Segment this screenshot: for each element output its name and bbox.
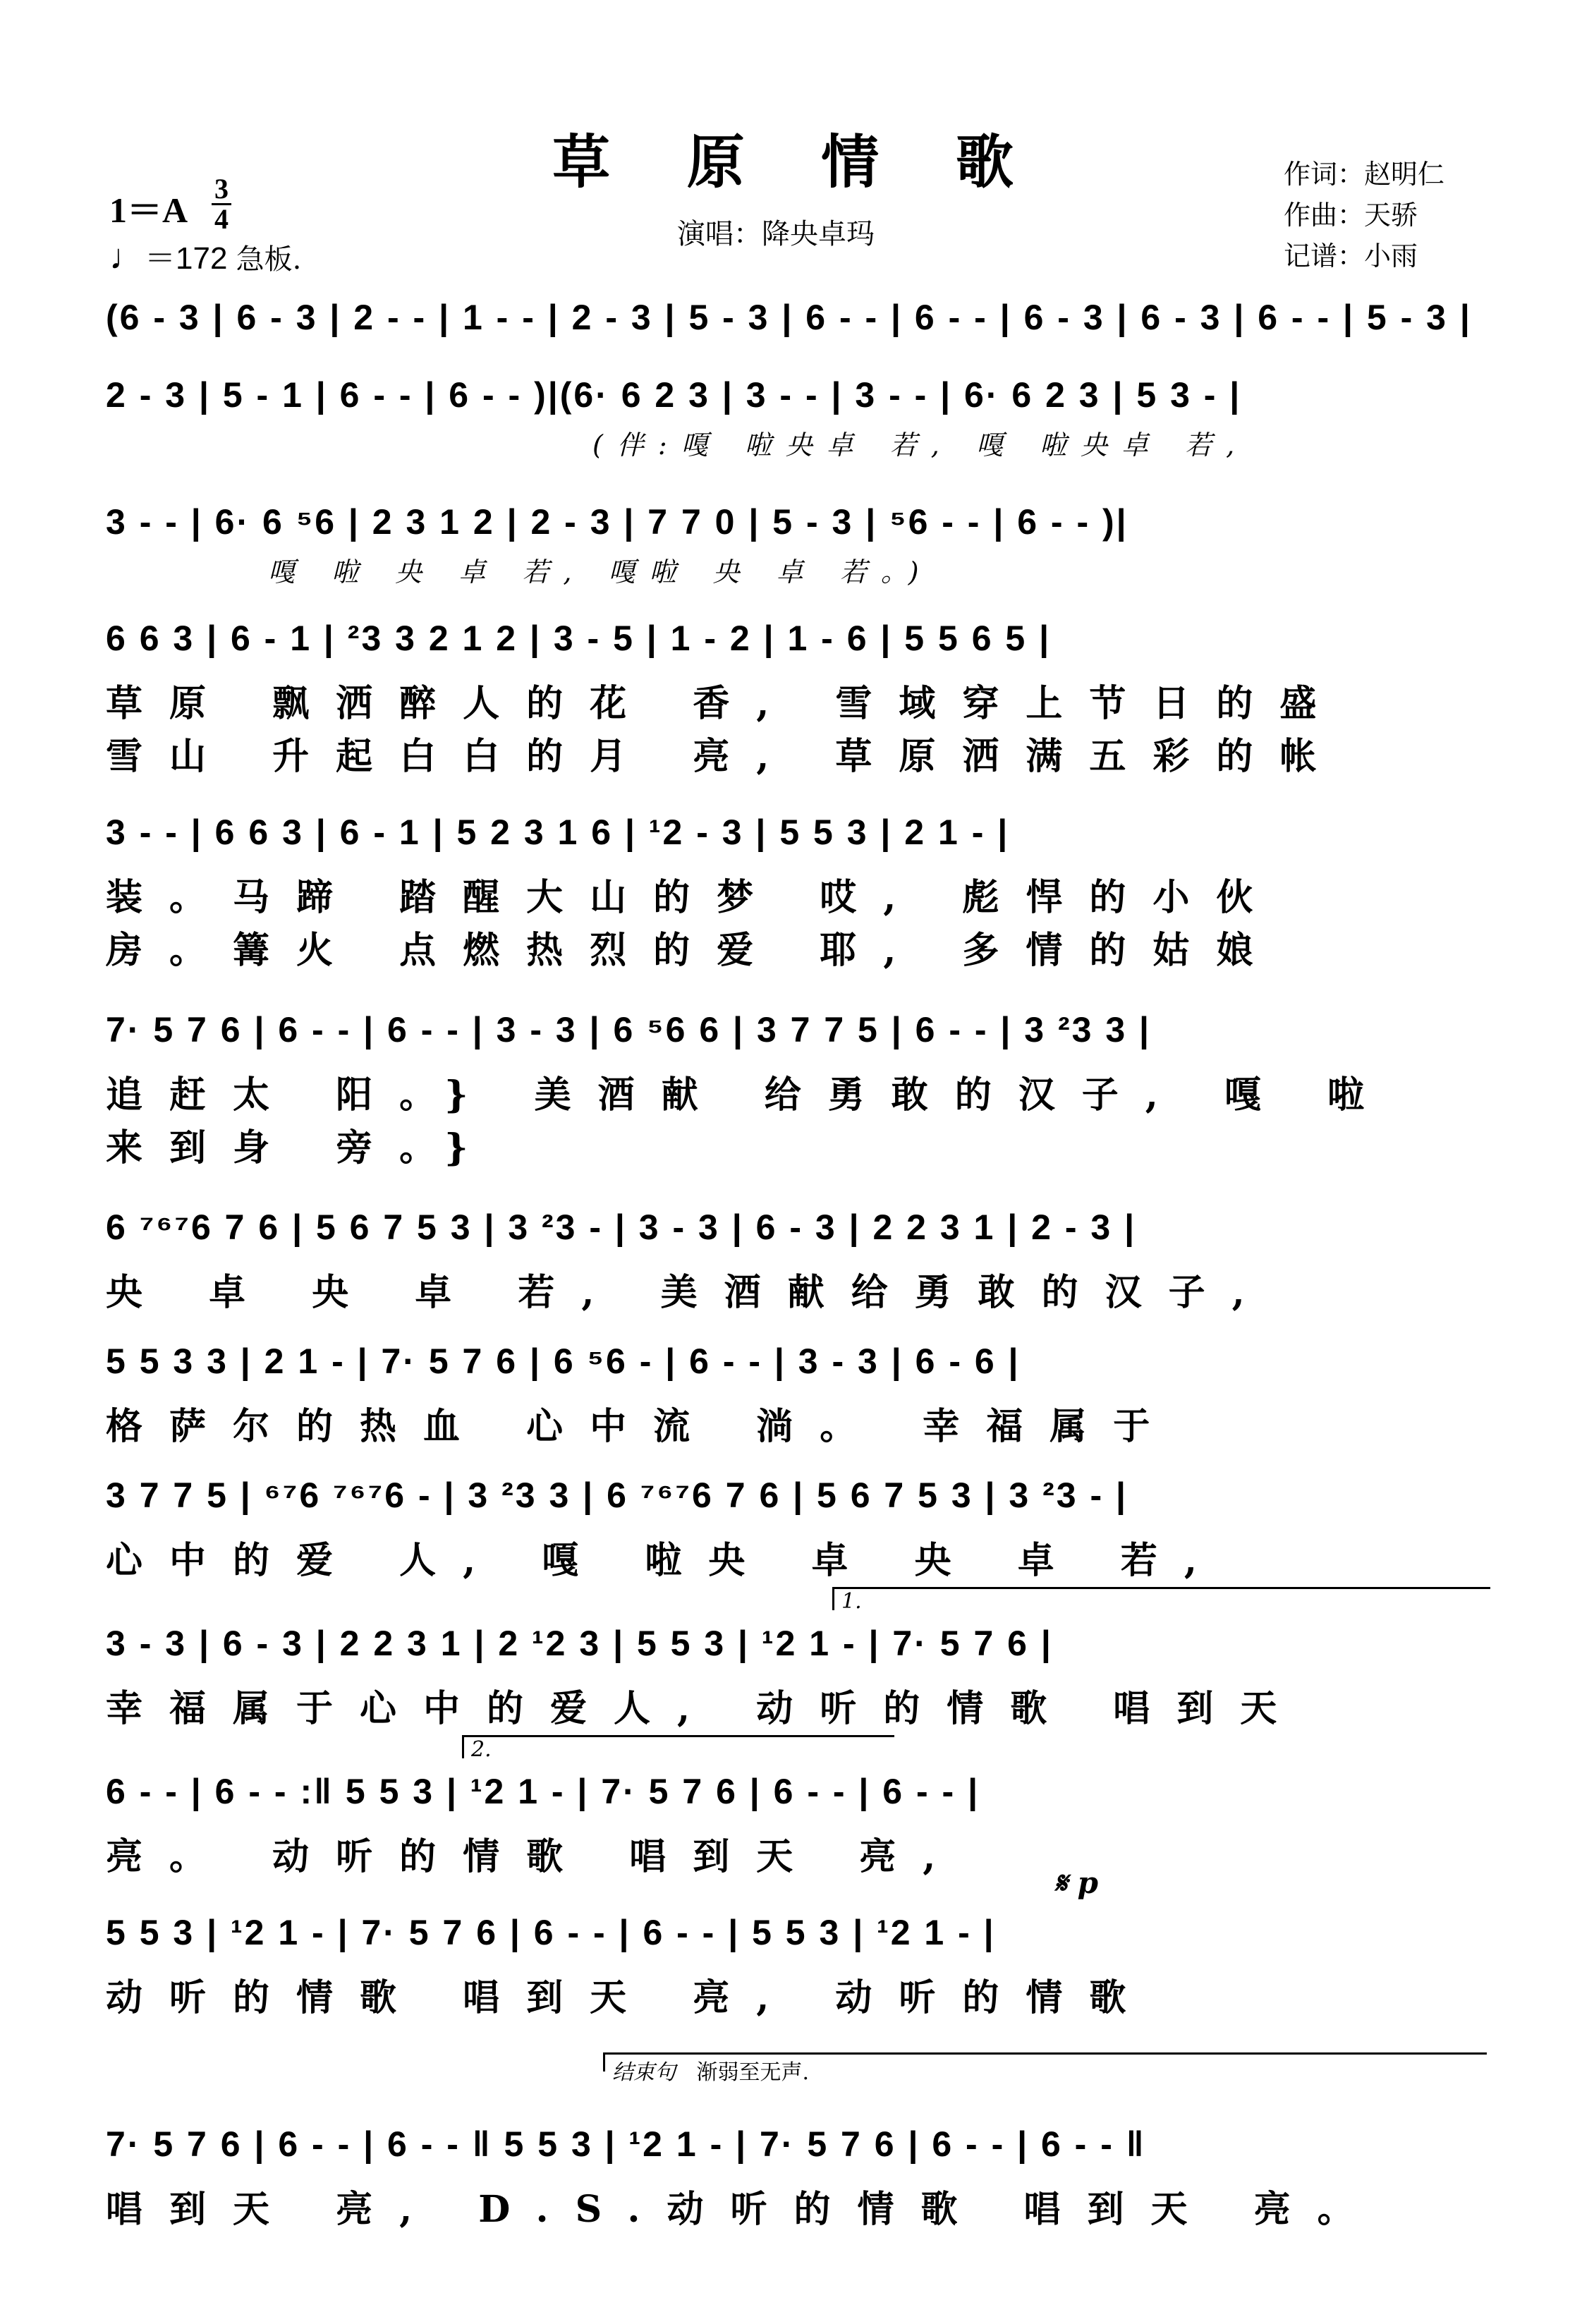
lyric-line: 唱到天 亮, D.S.动听的情歌 唱到天 亮。: [106, 2188, 1381, 2231]
tempo-value: ＝172: [145, 241, 228, 276]
second-ending-bracket: 2.: [462, 1735, 894, 1758]
notation-line: 7· 5 7 6 | 6 - - | 6 - - | 3 - 3 | 6 ⁵6 6 | 3 7 7 5 | 6 - - | 3 ²3 3 |: [106, 1010, 1152, 1050]
coda-bracket: [603, 2052, 1487, 2085]
notation-line: 3 - - | 6 6 3 | 6 - 1 | 5 2 3 1 6 | ¹2 - 3 | 5 5 3 | 2 1 - |: [106, 813, 1010, 852]
segno-dynamic-mark: 𝄋 p: [1054, 1866, 1099, 1900]
lyric-line: 动听的情歌 唱到天 亮, 动听的情歌: [106, 1976, 1153, 2019]
song-title: 草 原 情 歌: [552, 128, 1042, 196]
notation-line: 3 7 7 5 | ⁶⁷6 ⁷⁶⁷6 - | 3 ²3 3 | 6 ⁷⁶⁷6 7 6 | 5 6 7 5 3 | 3 ²3 - |: [106, 1476, 1128, 1515]
coda-label: 结束句: [612, 2060, 676, 2085]
lyric-line: 嘎 啦 央 卓 若, 嘎啦 央 卓 若。): [268, 556, 933, 588]
notation-line: 5 5 3 3 | 2 1 - | 7· 5 7 6 | 6 ⁵6 - | 6 - - | 3 - 3 | 6 - 6 |: [106, 1342, 1021, 1381]
first-ending-bracket: 1.: [832, 1587, 1490, 1610]
quarter-note-icon: ♩: [109, 237, 145, 276]
composer-credit: 作曲：天骄: [1284, 200, 1418, 231]
lyricist-credit: 作词：赵明仁: [1284, 159, 1445, 190]
notation-line: 6 - - | 6 - - :‖ 5 5 3 | ¹2 1 - | 7· 5 7 6 | 6 - - | 6 - - |: [106, 1772, 980, 1811]
notation-line: 3 - - | 6· 6 ⁵6 | 2 3 1 2 | 2 - 3 | 7 7 0 | 5 - 3 | ⁵6 - - | 6 - - )|: [106, 502, 1128, 542]
notation-line: 6 6 3 | 6 - 1 | ²3 3 2 1 2 | 3 - 5 | 1 - 2 | 1 - 6 | 5 5 6 5 |: [106, 619, 1052, 658]
lyric-verse-1: 草原 飘洒醉人的花 香, 雪域穿上节日的盛: [106, 682, 1344, 725]
key-signature: 1＝A: [109, 190, 188, 230]
lyric-line: 格萨尔的热血 心中流 淌。 幸福属于: [106, 1405, 1177, 1448]
notation-line: 3 - 3 | 6 - 3 | 2 2 3 1 | 2 ¹2 3 | 5 5 3 | ¹2 1 - | 7· 5 7 6 |: [106, 1624, 1053, 1663]
lyric-verse-1: 追赶太 阳。} 美酒献 给勇敢的汉子, 嘎 啦: [106, 1073, 1392, 1117]
lyric-line: 幸福属于心中的爱人, 动听的情歌 唱到天: [106, 1687, 1304, 1730]
lyric-line: 央 卓 央 卓 若, 美酒献给勇敢的汉子,: [106, 1271, 1272, 1314]
lyric-line: 亮。 动听的情歌 唱到天 亮,: [106, 1835, 963, 1878]
coda-instruction: 渐弱至无声.: [696, 2060, 810, 2085]
lyric-verse-2: 来到身 旁。}: [106, 1126, 495, 1169]
tempo-word: 急板.: [236, 243, 302, 276]
lyric-line: (伴:嘎 啦央卓 若, 嘎 啦央卓 若,: [592, 430, 1249, 461]
time-signature: [212, 175, 231, 233]
lyric-verse-2: 雪山 升起白白的月 亮, 草原洒满五彩的帐: [106, 735, 1344, 778]
meter-denominator: 4: [214, 203, 229, 235]
notation-line: 7· 5 7 6 | 6 - - | 6 - - ‖ 5 5 3 | ¹2 1 - | 7· 5 7 6 | 6 - - | 6 - - ‖: [106, 2124, 1146, 2164]
meter-numerator: 3: [212, 175, 231, 205]
notation-line: 6 ⁷⁶⁷6 7 6 | 5 6 7 5 3 | 3 ²3 - | 3 - 3 | 6 - 3 | 2 2 3 1 | 2 - 3 |: [106, 1207, 1137, 1247]
credits-block: [1284, 154, 1444, 276]
performer-credit: 演唱：降央卓玛: [677, 218, 875, 250]
notation-line: (6 - 3 | 6 - 3 | 2 - - | 1 - - | 2 - 3 | 5 - 3 | 6 - - | 6 - - | 6 - 3 | 6 - 3 | 6 - - | 5 - 3 |: [106, 298, 1472, 337]
notation-line: 2 - 3 | 5 - 1 | 6 - - | 6 - - )|(6· 6 2 3 | 3 - - | 3 - - | 6· 6 2 3 | 5 3 - |: [106, 375, 1242, 415]
lyric-verse-1: 装。马蹄 踏醒大山的梦 哎, 彪悍的小伙: [106, 876, 1280, 919]
lyric-verse-2: 房。篝火 点燃热烈的爱 耶, 多情的姑娘: [106, 929, 1280, 972]
notation-line: 5 5 3 | ¹2 1 - | 7· 5 7 6 | 6 - - | 6 - - | 5 5 3 | ¹2 1 - |: [106, 1913, 996, 1952]
tempo-marking: [109, 233, 301, 278]
lyric-line: 心中的爱 人, 嘎 啦央 卓 央 卓 若,: [106, 1539, 1224, 1582]
transcriber-credit: 记谱：小雨: [1284, 241, 1418, 272]
